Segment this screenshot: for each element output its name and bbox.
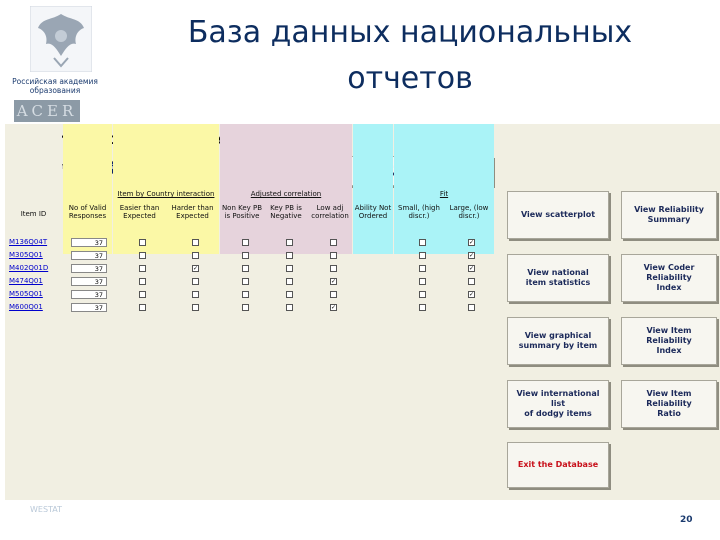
colhead-valid: No of Valid Responses (68, 204, 107, 220)
flag-checkbox[interactable] (419, 278, 426, 285)
col-bg-valid (63, 124, 112, 254)
flag-checkbox[interactable] (286, 265, 293, 272)
flag-checkbox[interactable] (192, 278, 199, 285)
valid-responses-field[interactable]: 37 (71, 277, 107, 286)
flag-checkbox[interactable]: ✓ (331, 278, 337, 285)
view-reliability-summary-button[interactable]: View Reliability Summary (621, 191, 717, 239)
flag-checkbox[interactable] (139, 291, 146, 298)
academy-name: Российская академия образования (12, 77, 98, 95)
westat-logo: WESTAT (30, 505, 63, 514)
page-number: 20 (680, 515, 693, 525)
valid-responses-field[interactable]: 37 (71, 290, 107, 299)
flag-checkbox[interactable] (242, 291, 249, 298)
flag-checkbox[interactable] (330, 252, 337, 259)
flag-checkbox[interactable] (468, 304, 475, 311)
colhead-easier: Easier than Expected (119, 204, 160, 220)
item-id-link[interactable]: M474Q01 (9, 277, 43, 285)
flag-checkbox[interactable]: ✓ (469, 265, 475, 272)
coat-of-arms-icon (30, 6, 92, 72)
colhead-lowadj: Low adj correlation (311, 204, 349, 220)
flag-checkbox[interactable] (419, 252, 426, 259)
flag-checkbox[interactable] (139, 239, 146, 246)
slide-header (0, 0, 720, 124)
flag-checkbox[interactable] (139, 265, 146, 272)
flag-checkbox[interactable] (330, 239, 337, 246)
flag-checkbox[interactable]: ✓ (469, 291, 475, 298)
view-coder-reliability-index-button[interactable]: View Coder Reliability Index (621, 254, 717, 302)
colhead-harder: Harder than Expected (171, 204, 214, 220)
flag-checkbox[interactable] (330, 265, 337, 272)
colhead-large: Large, (low discr.) (449, 204, 489, 220)
item-id-link[interactable]: M136Q04T (9, 238, 48, 246)
colhead-keypb: Key PB is Negative (270, 204, 302, 220)
flag-checkbox[interactable] (139, 304, 146, 311)
item-id-link[interactable]: M305Q01 (9, 251, 43, 259)
flag-checkbox[interactable] (139, 252, 146, 259)
flag-checkbox[interactable]: ✓ (469, 239, 475, 246)
flag-checkbox[interactable] (242, 304, 249, 311)
view-item-reliability-index-button[interactable]: View Item Reliability Index (621, 317, 717, 365)
col-bg-interaction (113, 124, 219, 254)
view-scatterplot-button[interactable]: View scatterplot (507, 191, 609, 239)
group-interaction: Item by Country interaction (117, 190, 215, 198)
flag-checkbox[interactable]: ✓ (331, 304, 337, 311)
group-correlation: Adjusted correlation (250, 190, 322, 198)
valid-responses-field[interactable]: 37 (71, 264, 107, 273)
flag-checkbox[interactable] (192, 252, 199, 259)
view-national-item-statistics-button[interactable]: View national item statistics (507, 254, 609, 302)
col-bg-ability (353, 124, 393, 254)
flag-checkbox[interactable]: ✓ (469, 252, 475, 259)
flag-checkbox[interactable] (330, 291, 337, 298)
flag-checkbox[interactable]: ✓ (193, 265, 199, 272)
colhead-nonkey: Non Key PB is Positive (221, 204, 263, 220)
colhead-item-id: Item ID (20, 210, 47, 218)
flag-checkbox[interactable] (286, 278, 293, 285)
flag-checkbox[interactable] (139, 278, 146, 285)
flag-checkbox[interactable] (419, 239, 426, 246)
flag-checkbox[interactable] (468, 278, 475, 285)
valid-responses-field[interactable]: 37 (71, 238, 107, 247)
flag-checkbox[interactable] (419, 291, 426, 298)
view-item-reliability-ratio-button[interactable]: View Item Reliability Ratio (621, 380, 717, 428)
view-graphical-summary-button[interactable]: View graphical summary by item (507, 317, 609, 365)
flag-checkbox[interactable] (192, 291, 199, 298)
colhead-ability: Ability Not Ordered (354, 204, 392, 220)
flag-checkbox[interactable] (242, 265, 249, 272)
item-id-link[interactable]: M505Q01 (9, 290, 43, 298)
flag-checkbox[interactable] (286, 304, 293, 311)
item-id-link[interactable]: M402Q01D (9, 264, 49, 272)
group-fit: Fit (439, 190, 449, 198)
flag-checkbox[interactable] (419, 265, 426, 272)
valid-responses-field[interactable]: 37 (71, 251, 107, 260)
flag-checkbox[interactable] (419, 304, 426, 311)
colhead-small: Small, (high discr.) (398, 204, 440, 220)
flag-checkbox[interactable] (286, 291, 293, 298)
exit-database-button[interactable]: Exit the Database (507, 442, 609, 488)
valid-responses-field[interactable]: 37 (71, 303, 107, 312)
application-window (5, 124, 720, 500)
col-bg-fit (394, 124, 494, 254)
flag-checkbox[interactable] (242, 278, 249, 285)
flag-checkbox[interactable] (242, 239, 249, 246)
view-international-dodgy-items-button[interactable]: View international list of dodgy items (507, 380, 609, 428)
slide-title: База данных национальных отчетов (187, 15, 633, 96)
acer-logo: ACER (14, 100, 80, 122)
item-id-link[interactable]: M600Q01 (9, 303, 43, 311)
flag-checkbox[interactable] (286, 252, 293, 259)
flag-checkbox[interactable] (286, 239, 293, 246)
col-bg-correlation (220, 124, 352, 254)
flag-checkbox[interactable] (192, 304, 199, 311)
flag-checkbox[interactable] (242, 252, 249, 259)
flag-checkbox[interactable] (192, 239, 199, 246)
